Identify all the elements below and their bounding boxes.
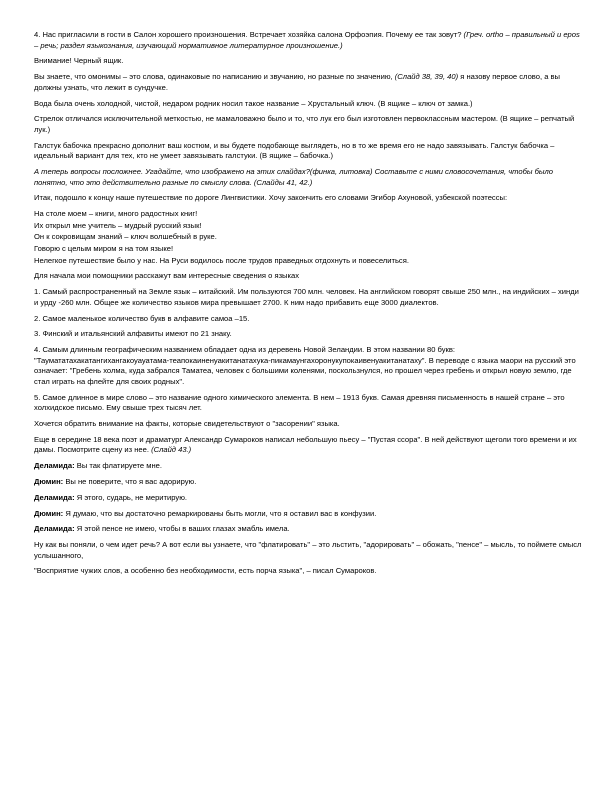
dialogue-line <box>34 493 582 504</box>
fact-4: 4. Самым длинным географическим названием обладает одна из деревень Новой Зеландии. В этом названии 80 букв: "Таумататахакатангихангакоуауатама-теапокаиненуакитанатахука-пикамаунгахоронукупокаивенуакитанатаху". В переводе с языка маори на русский это означает: "Гребень холма, куда забрался Таматеа, человек с большими коленями, поскользнулся, но прошел через гребень и открыл новую землю, где стал играть на флейте для своих родных". <box>34 345 576 386</box>
document-page <box>34 30 582 582</box>
poem-line: Говорю с целым миром я на том языке! <box>34 244 174 253</box>
poem-line: Он к сокровищам знаний – ключ волшебный в руке. <box>34 232 217 242</box>
poem-line: Их открыл мне учитель – мудрый русский язык! <box>34 220 202 230</box>
speaker-name: Деламида: <box>34 524 75 534</box>
paragraph-text: Еще в середине 18 века поэт и драматург Александр Сумароков написал небольшую пьесу – "Пустая ссора". В ней действуют щеголи того времени и их дамы. Посмотрите сцену из нее. <box>34 434 577 455</box>
paragraph-orthoepy <box>34 30 582 51</box>
speaker-name: Деламида: <box>34 492 75 502</box>
speaker-line: Я этого, сударь, не меритирую. <box>74 492 188 502</box>
fact-3: 3. Финский и итальянский алфавиты имеют по 21 знаку. <box>34 329 232 339</box>
paragraph-helpers: Для начала мои помощники расскажут вам интересные сведения о языках <box>34 271 300 281</box>
speaker-line: Я думаю, что вы достаточно ремаркированы быть могли, что я оставил вас в конфузии. <box>63 508 377 518</box>
paragraph-black-box: Внимание! Черный ящик. <box>34 56 124 66</box>
paragraph-text: 4. Нас пригласили в гости в Салон хорошего произношения. Встречает хозяйка салона Орфоэпия. Почему ее так зовут? <box>34 30 464 39</box>
dialogue-line <box>34 509 582 520</box>
poem <box>34 209 582 254</box>
slide-reference: (Слайд 43.) <box>151 445 192 455</box>
speaker-name: Деламида: <box>34 461 75 471</box>
paragraph-harder-questions: А теперь вопросы посложнее. Угадайте, что изображено на этих слайдах?(финка, литовка) Составьте с ними словосочетания, чтобы было понятно, что это действительно разные по смыслу слова. (Слайды 41, 42.) <box>34 167 553 187</box>
speaker-name: Дюмин: <box>34 476 64 486</box>
paragraph-journey: Нелегкое путешествие было у нас. На Руси водилось после трудов праведных отдохнуть и повеселиться. <box>34 255 409 265</box>
speaker-line: Вы так флатируете мне. <box>74 461 163 471</box>
paragraph-conclusion: Итак, подошло к концу наше путешествие по дороге Лингвистики. Хочу закончить его словами Эгибор Ахуновой, узбекской поэтессы: <box>34 193 508 203</box>
paragraph-bow: Стрелок отличался исключительной меткостью, не мамаловажно было и то, что лук его был изготовлен первоклассным мастером. (В ящике – репчатый лук.) <box>34 114 575 134</box>
paragraph-text: Вы знаете, что омонимы – это слова, одинаковые по написанию и звучанию, но разные по значению, <box>34 72 395 82</box>
paragraph-homonyms <box>34 72 582 93</box>
dialogue-line <box>34 477 582 488</box>
paragraph-butterfly: Галстук бабочка прекрасно дополнит ваш костюм, и вы будете подобающе выглядеть, но в то же время его не надо завязывать. Галстук бабочка – идеальный вариант для тех, кто не умеет завязывать галстуки. (В ящике – бабочка.) <box>34 140 555 161</box>
fact-1: 1. Самый распространенный на Земле язык – китайский. Им пользуются 700 млн. человек. На английском говорят свыше 250 млн., на индийских – хинди и урду -260 млн. Общее же количество языков мира превышает 2700. К ним надо прибавить еще 3000 диалектов. <box>34 287 579 307</box>
paragraph-text-tail: я назову первое слово, а вы должны узнать, что лежит в сундучке. <box>34 72 561 92</box>
dialogue-line <box>34 461 582 472</box>
speaker-line: Я этой пенсе не имею, чтобы в ваших глазах эмабль имела. <box>74 524 290 534</box>
paragraph-sumarokov <box>34 435 582 456</box>
fact-5: 5. Самое длинное в мире слово – это название одного химического элемента. В нем – 1913 букв. Самая древняя письменность в нашей стране – это холхидское письмо. Ему свыше трех тысяч лет. <box>34 392 565 413</box>
slide-reference: (Слайд 38, 39, 40) <box>394 72 459 82</box>
speaker-name: Дюмин: <box>34 508 64 518</box>
paragraph-quote: "Восприятие чужих слов, а особенно без необходимости, есть порча языка", – писал Сумароков. <box>34 566 377 576</box>
speaker-line: Вы не поверите, что я вас адорирую. <box>63 476 197 486</box>
fact-2: 2. Самое маленькое количество букв в алфавите самоа –15. <box>34 313 250 323</box>
paragraph-facts-note: Хочется обратить внимание на факты, которые свидетельствуют о "засорении" языка. <box>34 419 340 429</box>
paragraph-explanation: Ну как вы поняли, о чем идет речь? А вот если вы узнаете, что "флатировать" – это льстить, "адорировать" – обожать, "пенсе" – мысль, то поймете смысл услышанного, <box>34 540 582 560</box>
dialogue-line <box>34 524 582 535</box>
paragraph-key: Вода была очень холодной, чистой, недаром родник носил такое название – Хрустальный ключ. (В ящике – ключ от замка.) <box>34 98 473 108</box>
paragraph-italic-note: (Греч. ortho – правильный и epos – речь; раздел языкознания, изучающий нормативное литературное произношение.) <box>34 30 580 50</box>
poem-line: На столе моем – книги, много радостных книг! <box>34 209 198 219</box>
